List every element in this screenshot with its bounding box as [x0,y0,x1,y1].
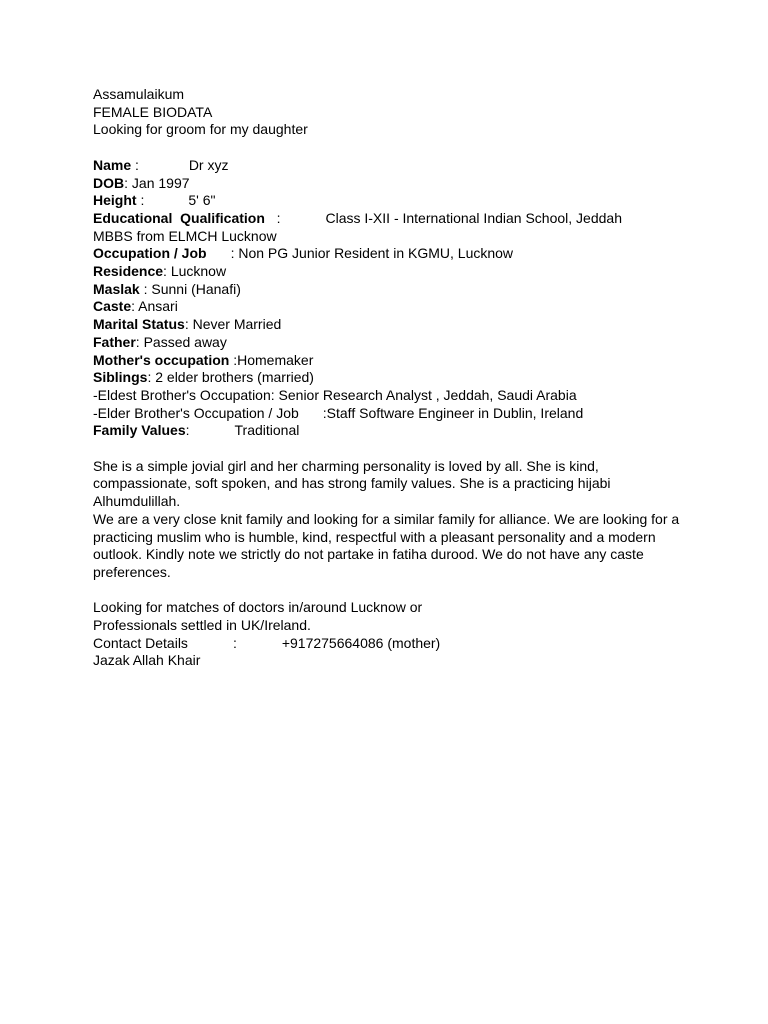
greeting: Assamulaikum [93,86,185,102]
height-label: Height [93,192,137,209]
elder-brother-row [93,405,693,423]
footer-line-1: Looking for matches of doctors in/around Lucknow or [93,599,423,616]
height-value: 5' 6" [188,192,216,209]
document-subtitle: Looking for groom for my daughter [93,121,308,138]
siblings-value: : 2 elder brothers (married) [147,369,314,386]
father-value: : Passed away [135,333,227,350]
siblings-label: Siblings [93,369,148,386]
dob-row [93,175,693,193]
education-value-2: MBBS from ELMCH Lucknow [93,227,277,244]
family-values-row [93,422,693,440]
marital-label: Marital Status [93,316,185,333]
occupation-value: : Non PG Junior Resident in KGMU, Lucknow [230,245,514,262]
closing-line: Jazak Allah Khair [93,652,201,669]
document-title: FEMALE BIODATA [93,103,213,120]
description-paragraph-2: We are a very close knit family and looking for a similar family for alliance. We are looking for a practicing muslim who is humble, kind, respectful with a pleasant personality and a modern outlook. Kindly note we strictly do not partake in fatiha durood. We do not have any caste preferences. [93,510,680,580]
spacer [93,440,693,458]
elder-brother-label: -Elder Brother's Occupation / Job [93,404,299,421]
dob-value: : Jan 1997 [124,174,190,191]
caste-row [93,298,693,316]
family-values-value: Traditional [234,422,300,439]
height-separator: : [136,192,145,209]
maslak-row [93,281,693,299]
caste-label: Caste [93,298,132,315]
family-values-label: Family Values [93,422,186,439]
contact-label: Contact Details [93,634,188,651]
description-paragraph-1: She is a simple jovial girl and her charming personality is loved by all. She is kind, compassionate, soft spoken, and has strong family values. She is a practicing hijabi Alhumdulillah. [93,457,611,510]
residence-label: Residence [93,263,164,280]
mother-label: Mother's occupation [93,351,230,368]
spacer [93,139,693,157]
dob-label: DOB [93,174,125,191]
occupation-label: Occupation / Job [93,245,207,262]
eldest-brother-row: -Eldest Brother's Occupation: Senior Research Analyst , Jeddah, Saudi Arabia [93,386,577,403]
residence-value: : Lucknow [163,263,227,280]
mother-value: :Homemaker [229,351,314,368]
maslak-label: Maslak [93,280,140,297]
family-values-separator: : [185,422,190,439]
education-separator: : [264,209,281,226]
father-label: Father [93,333,136,350]
name-label: Name [93,156,132,173]
height-row [93,192,693,210]
siblings-row [93,369,693,387]
name-value: Dr xyz [188,156,229,173]
maslak-value: : Sunni (Hanafi) [139,280,241,297]
biodata-document [93,86,693,670]
elder-brother-value: :Staff Software Engineer in Dublin, Ireland [322,404,584,421]
spacer [93,582,693,600]
contact-separator: : [232,634,237,651]
residence-row [93,263,693,281]
contact-value: +917275664086 (mother) [281,634,441,651]
footer-line-2: Professionals settled in UK/Ireland. [93,617,311,634]
name-separator: : [131,156,143,173]
marital-value: : Never Married [184,316,282,333]
father-row [93,334,693,352]
education-label: Educational Qualification [93,209,265,226]
occupation-row [93,245,693,263]
name-row [93,157,693,175]
contact-row [93,635,693,653]
caste-value: : Ansari [131,298,178,315]
education-row [93,210,693,228]
education-value: Class I-XII - International Indian School, Jeddah [325,209,622,226]
mother-row [93,352,693,370]
marital-row [93,316,693,334]
